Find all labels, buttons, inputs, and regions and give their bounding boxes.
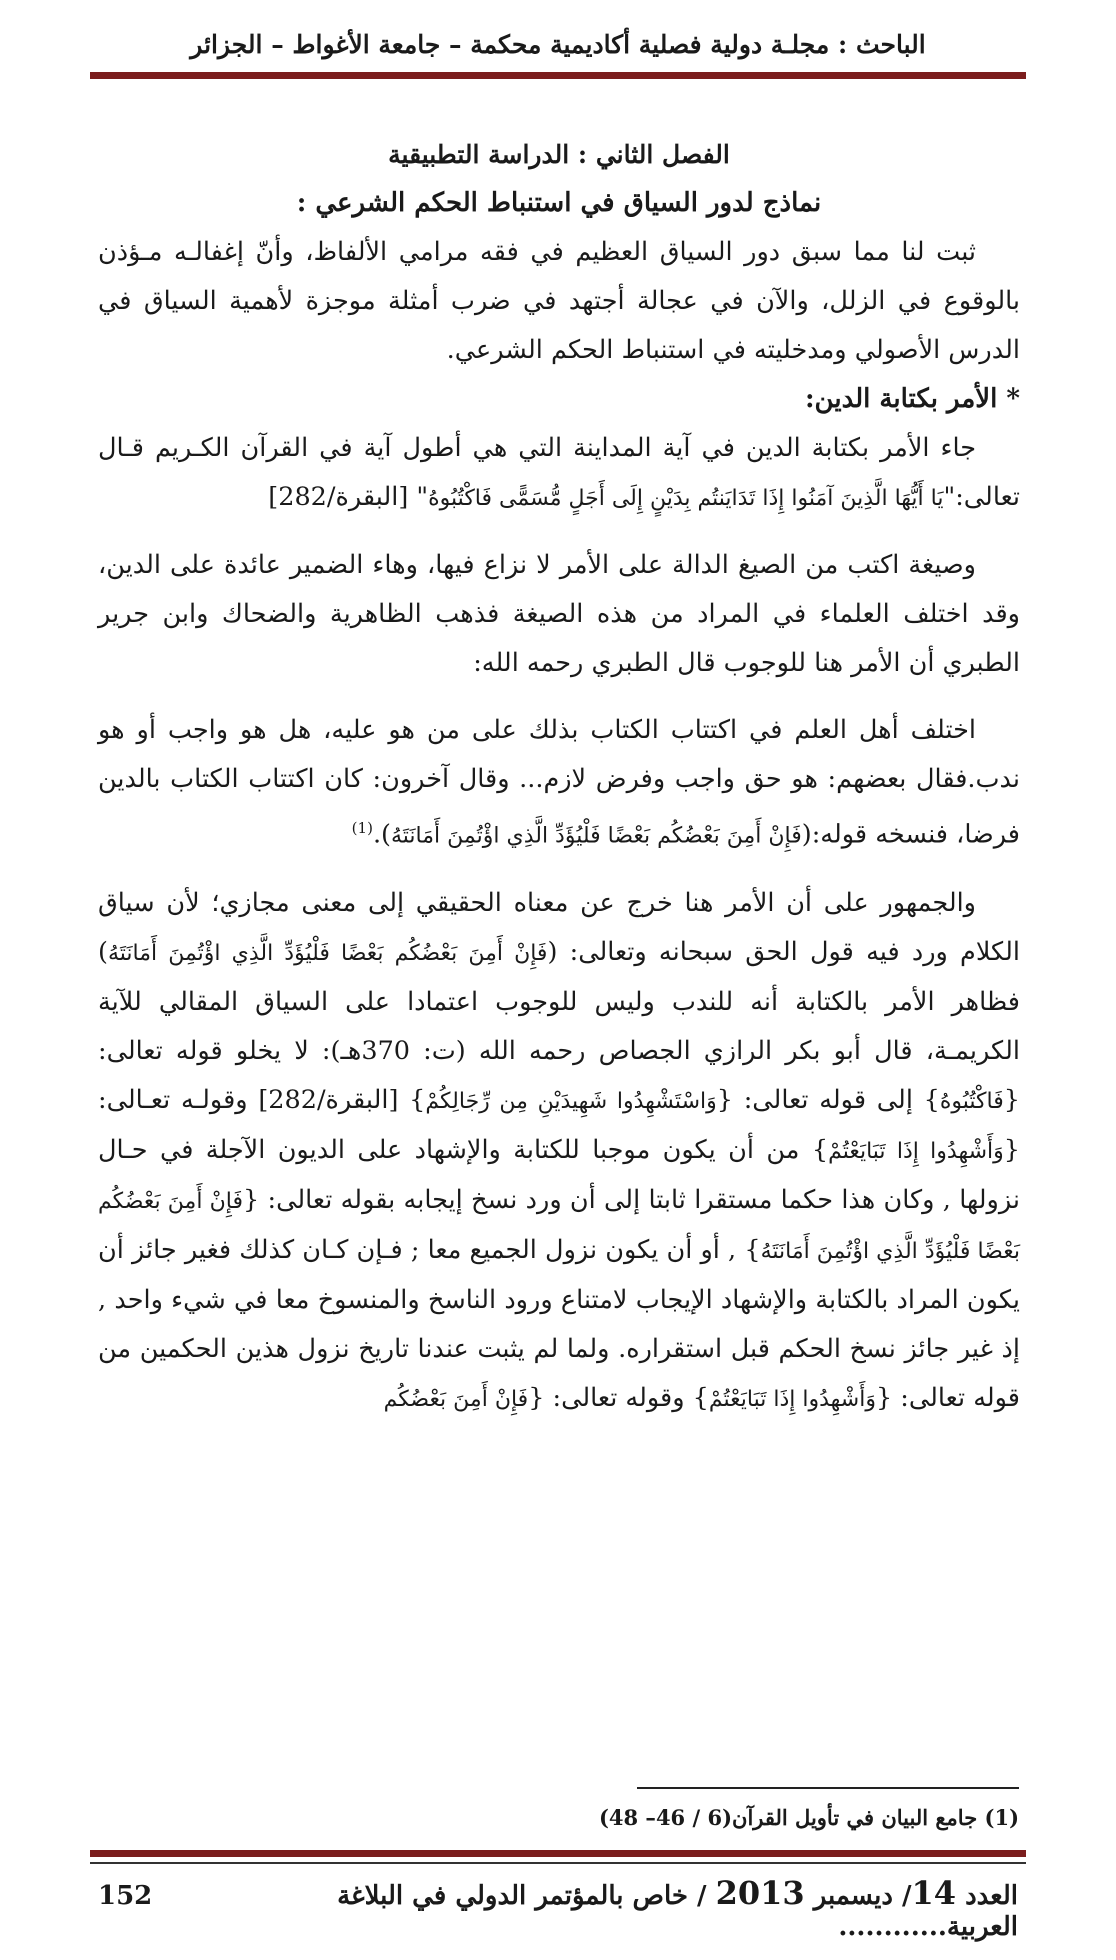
- subsection-title: نماذج لدور السياق في استنباط الحكم الشرعي :: [296, 188, 822, 218]
- quran-verse: وَأَشْهِدُوا إِذَا تَبَايَعْتُمْ: [708, 1386, 876, 1412]
- quran-verse: فَإِنْ أَمِنَ بَعْضُكُم بَعْضًا فَلْيُؤَدِّ الَّذِي اؤْتُمِنَ أَمَانَتَهُ: [391, 823, 802, 849]
- paragraph-4: اختلف أهل العلم في اكتتاب الكتاب بذلك على من هو عليه، هل هو واجب أو هو ندب.فقال بعضهم: هو حق واجب وفرض لازم... وقال آخرون: كان اكتتاب الكتاب بالدين فرضا، فنسخه قوله:(فَإِنْ أَمِنَ بَعْضُكُم بَعْضًا فَلْيُؤَدِّ الَّذِي اؤْتُمِنَ أَمَانَتَهُ).$^{(1)}$: [98, 715, 1020, 850]
- running-footer: [98, 1874, 1018, 1942]
- running-header: الباحث : مجلـة دولية فصلية أكاديمية محكمة – جامعة الأغواط – الجزائر: [190, 30, 926, 59]
- quran-verse: وَأَشْهِدُوا إِذَا تَبَايَعْتُمْ: [828, 1138, 1004, 1164]
- quran-verse: يَا أَيُّهَا الَّذِينَ آمَنُوا إِذَا تَدَايَنتُم بِدَيْنٍ إِلَى أَجَلٍ مُّسَمًّى فَاكْتُبُوهُ: [428, 486, 944, 511]
- quran-verse: فَإِنْ أَمِنَ بَعْضُكُم: [383, 1386, 529, 1412]
- footnote: (1) جامع البيان في تأويل القرآن(6 / 46– 48): [598, 1805, 1019, 1830]
- issue-info: العدد 14/ ديسمبر 2013 / خاص بالمؤتمر الدولي في البلاغة العربية............: [337, 1874, 1018, 1942]
- quran-verse: فَإِنْ أَمِنَ بَعْضُكُم بَعْضًا فَلْيُؤَدِّ الَّذِي اؤْتُمِنَ أَمَانَتَهُ: [98, 1188, 1020, 1264]
- section-title: الفصل الثاني : الدراسة التطبيقية: [388, 140, 730, 169]
- header-rule: [90, 72, 1026, 79]
- quran-verse: وَاسْتَشْهِدُوا شَهِيدَيْنِ مِن رِّجَالِكُمْ: [425, 1088, 717, 1114]
- footnote-separator: [637, 1787, 1019, 1789]
- paragraph-5: والجمهور على أن الأمر هنا خرج عن معناه الحقيقي إلى معنى مجازي؛ لأن سياق الكلام ورد فيه قول الحق سبحانه وتعالى: (فَإِنْ أَمِنَ بَعْضُكُم بَعْضًا فَلْيُؤَدِّ الَّذِي اؤْتُمِنَ أَمَانَتَهُ) فظاهر الأمر بالكتابة أنه للندب وليس للوجوب اعتمادا على السياق المقالي للآية الكريمـة، قال أبو بكر الرازي الجصاص رحمه الله (ت: 370هـ): لا يخلو قوله تعالى: {فَاكْتُبُوهُ} إلى قوله تعالى: {وَاسْتَشْهِدُوا شَهِيدَيْنِ مِن رِّجَالِكُمْ} [البقرة/282] وقولـه تعـالى: {وَأَشْهِدُوا إِذَا تَبَايَعْتُمْ} من أن يكون موجبا للكتابة والإشهاد على الديون الآجلة في حـال نزولها , وكان هذا حكما مستقرا ثابتا إلى أن ورد نسخ إيجابه بقوله تعالى: {فَإِنْ أَمِنَ بَعْضُكُم بَعْضًا فَلْيُؤَدِّ الَّذِي اؤْتُمِنَ أَمَانَتَهُ} , أو أن يكون نزول الجميع معا ; فـإن كـان كذلك فغير جائز أن يكون المراد بالكتابة والإشهاد الإيجاب لامتناع ورود الناسخ والمنسوخ معا في شيء واحد , إذ غير جائز نسخ الحكم قبل استقراره. ولما لم يثبت عندنا تاريخ نزول هذين الحكمين من قوله تعالى: {وَأَشْهِدُوا إِذَا تَبَايَعْتُمْ} وقوله تعالى: {فَإِنْ أَمِنَ بَعْضُكُم: [98, 887, 1020, 1413]
- topic-heading: * الأمر بكتابة الدين:: [804, 384, 1020, 414]
- footnote-marker[interactable]: (1): [351, 819, 373, 837]
- paragraph-1: ثبت لنا مما سبق دور السياق العظيم في فقه مرامي الألفاظ، وأنّ إغفالـه مـؤذن بالوقوع في الزلل، والآن في عجالة أجتهد في ضرب أمثلة موجزة لأهمية السياق في الدرس الأصولي ومدخليته في استنباط الحكم الشرعي.: [98, 237, 1020, 365]
- quran-verse: فَاكْتُبُوهُ: [939, 1088, 1004, 1114]
- footer-rule-thin: [90, 1862, 1026, 1864]
- paragraph-3: وصيغة اكتب من الصيغ الدالة على الأمر لا نزاع فيها، وهاء الضمير عائدة على الدين، وقد اختلف العلماء في المراد من هذه الصيغة فذهب الظاهرية والضحاك وابن جرير الطبري أن الأمر هنا للوجوب قال الطبري رحمه الله:: [98, 550, 1020, 678]
- article-body: [98, 130, 1020, 1424]
- page-number: 152: [98, 1881, 153, 1911]
- quran-verse: فَإِنْ أَمِنَ بَعْضُكُم بَعْضًا فَلْيُؤَدِّ الَّذِي اؤْتُمِنَ أَمَانَتَهُ: [107, 940, 548, 966]
- paragraph-2: جاء الأمر بكتابة الدين في آية المداينة التي هي أطول آية في القرآن الكـريم قـال تعالى:"يَا أَيُّهَا الَّذِينَ آمَنُوا إِذَا تَدَايَنتُم بِدَيْنٍ إِلَى أَجَلٍ مُّسَمًّى فَاكْتُبُوهُ" [البقرة/282]: [98, 433, 1020, 512]
- footer-rule: [90, 1850, 1026, 1857]
